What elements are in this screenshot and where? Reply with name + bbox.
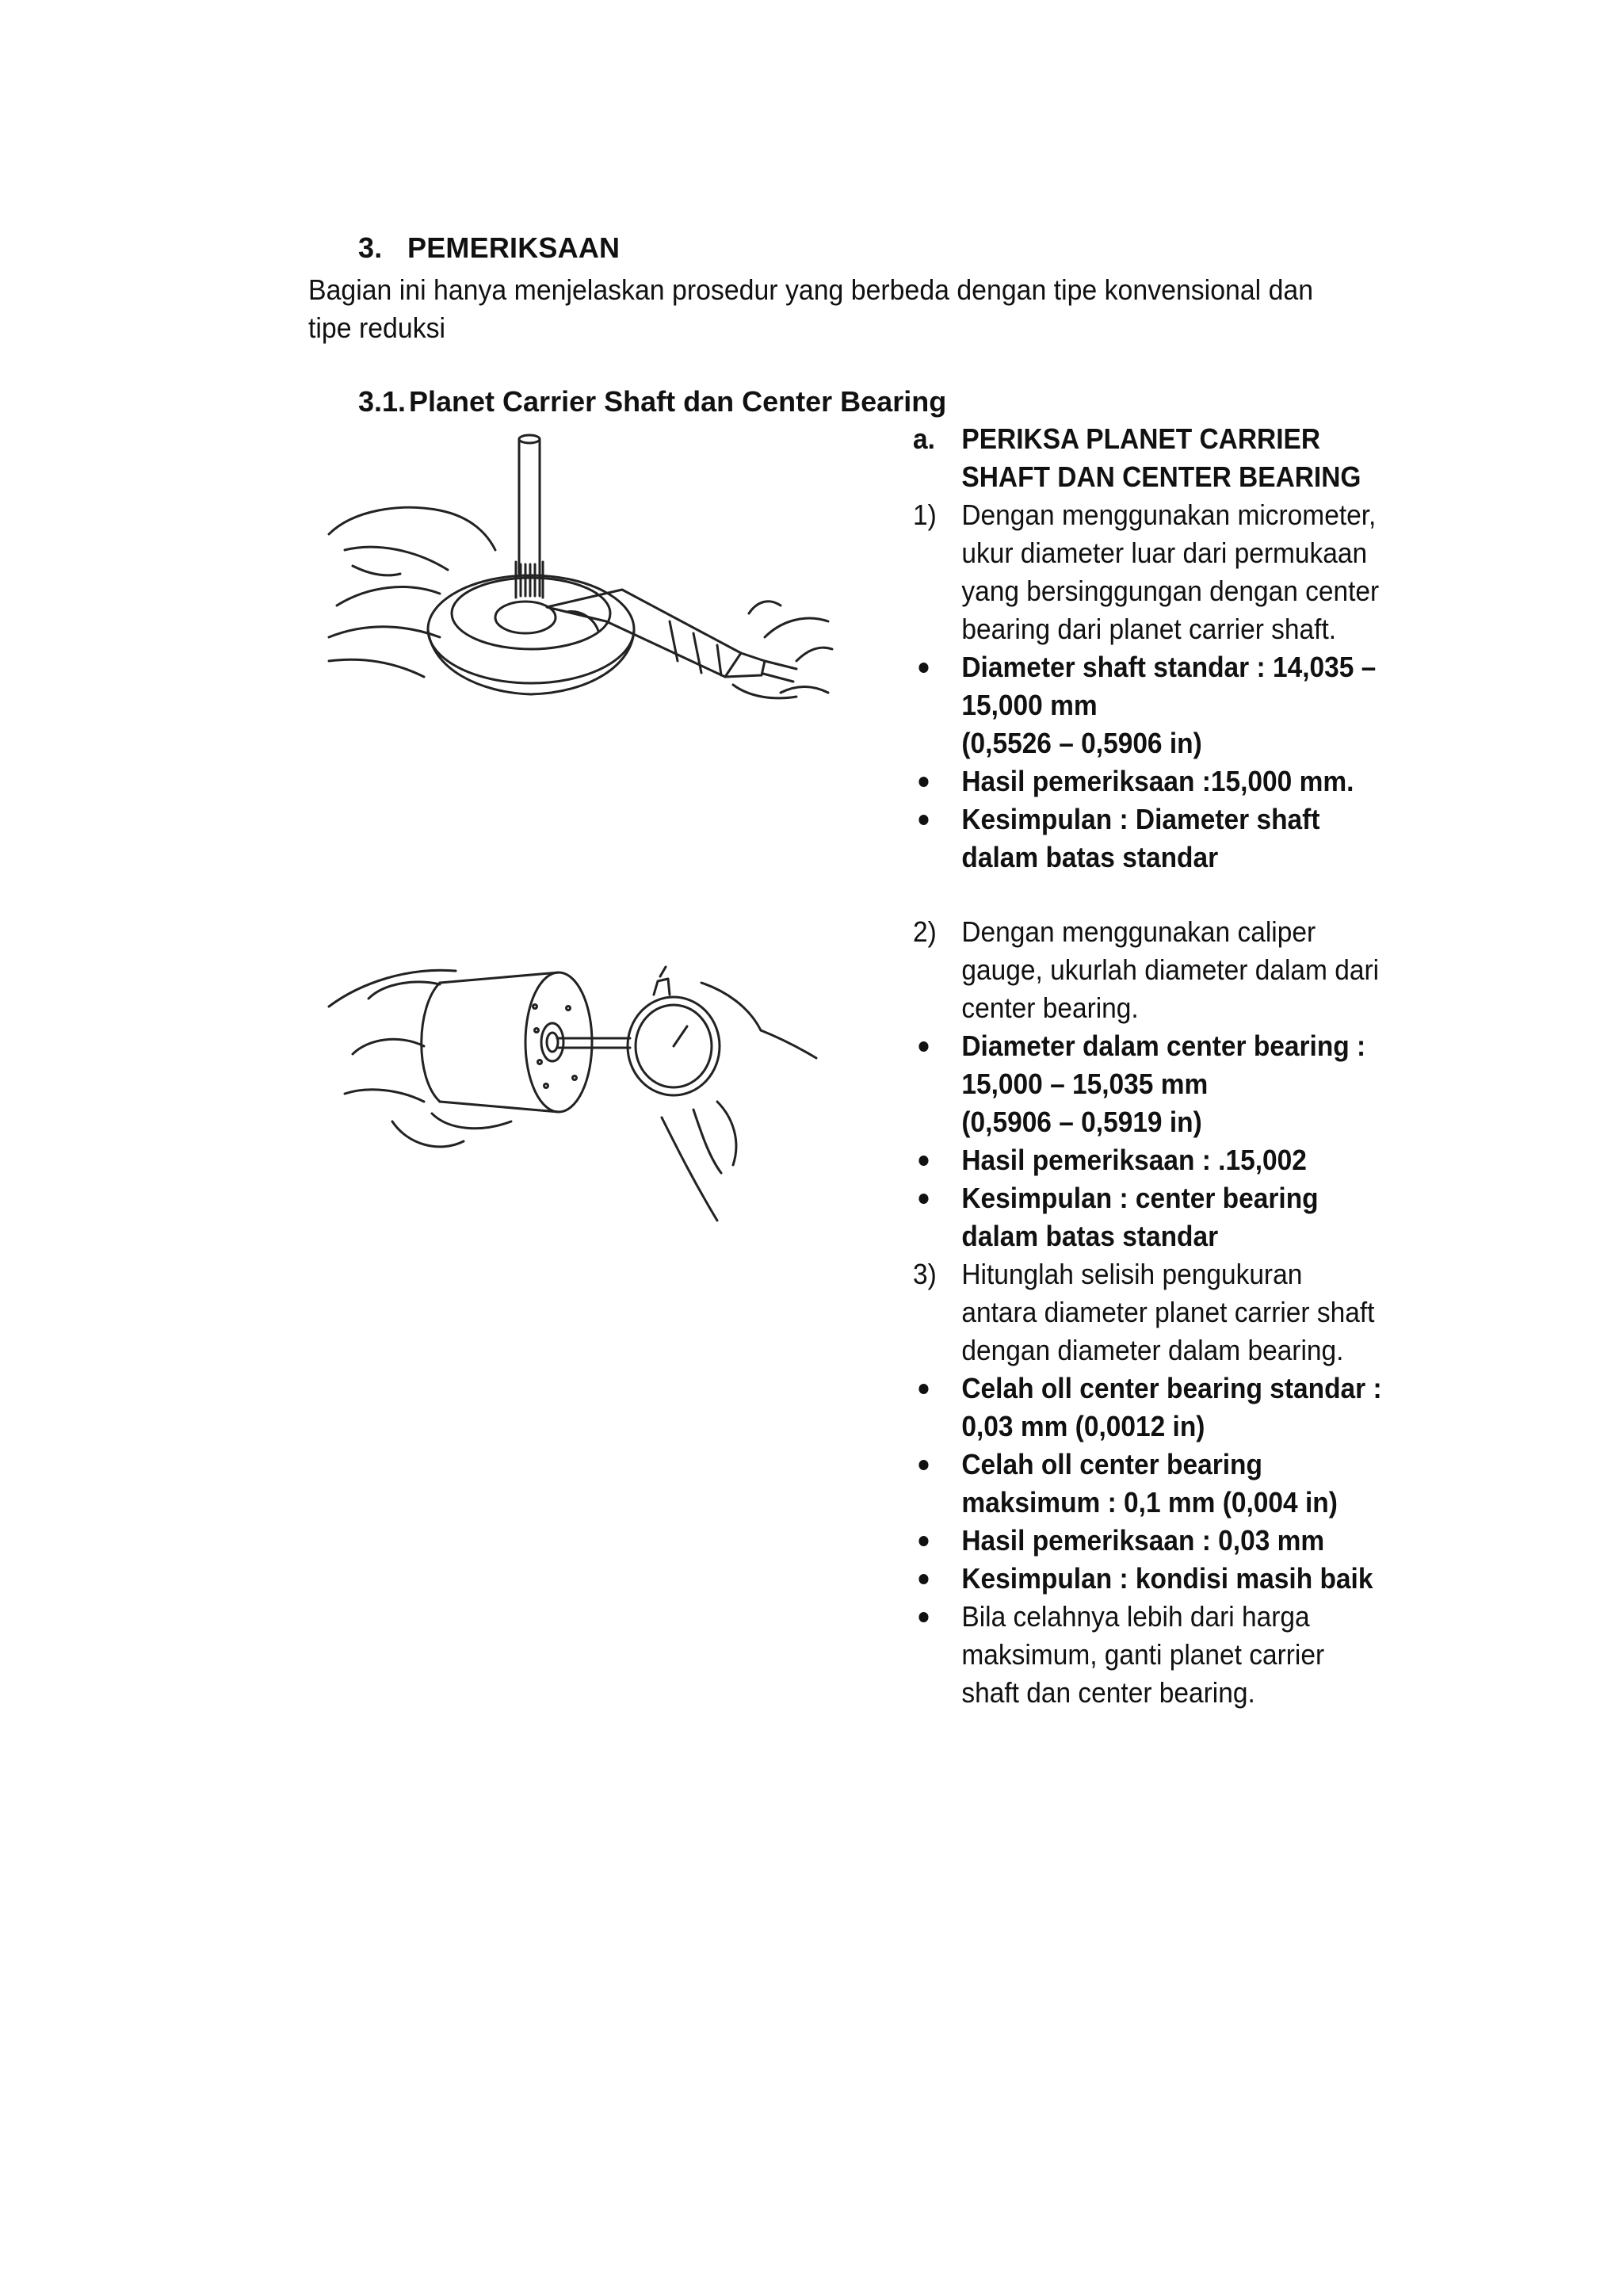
bullet-icon xyxy=(918,1156,928,1166)
bullet-text-continued: (0,5526 – 0,5906 in) xyxy=(961,727,1202,759)
step-marker: 2) xyxy=(913,915,937,948)
bullet-icon xyxy=(918,663,928,673)
bullet-item xyxy=(913,800,1384,877)
bullet-icon xyxy=(918,1612,928,1622)
section-heading xyxy=(358,231,620,265)
bullet-icon xyxy=(918,777,928,787)
step-text: Dengan menggunakan micrometer, ukur diameter luar dari permukaan yang bersinggungan dengan center bearing dari planet carrier shaft. xyxy=(961,499,1380,645)
bullet-item xyxy=(913,1446,1384,1522)
subsection-title: Planet Carrier Shaft dan Center Bearing xyxy=(409,385,947,418)
procedure-heading-line1: PERIKSA PLANET CARRIER xyxy=(961,422,1321,455)
procedure-heading-line2: SHAFT DAN CENTER BEARING xyxy=(961,460,1361,493)
bullet-icon xyxy=(918,815,928,825)
bullet-text: Hasil pemeriksaan : .15,002 xyxy=(961,1144,1307,1176)
bullet-text: Kesimpulan : center bearing dalam batas standar xyxy=(961,1182,1319,1252)
bullet-text: Hasil pemeriksaan :15,000 mm. xyxy=(961,765,1354,797)
bullet-icon xyxy=(918,1384,928,1394)
bullet-text: Hasil pemeriksaan : 0,03 mm xyxy=(961,1524,1325,1557)
subsection-number: 3.1. xyxy=(358,385,407,418)
step-text: Dengan menggunakan caliper gauge, ukurlah diameter dalam dari center bearing. xyxy=(961,915,1380,1024)
bullet-text: Celah oll center bearing standar : 0,03 mm (0,0012 in) xyxy=(961,1372,1382,1442)
procedure-heading-marker: a. xyxy=(913,422,935,455)
figure-caliper-gauge xyxy=(321,919,836,1252)
section-number: 3. xyxy=(358,231,383,264)
step-3 xyxy=(913,1255,1384,1370)
section-intro: Bagian ini hanya menjelaskan prosedur yang berbeda dengan tipe konvensional dan tipe reduksi xyxy=(308,273,1314,344)
step-2 xyxy=(913,913,1384,1027)
bullet-item xyxy=(913,762,1384,800)
bullet-text: Celah oll center bearing maksimum : 0,1 mm (0,004 in) xyxy=(961,1448,1338,1519)
bullet-text: Bila celahnya lebih dari harga maksimum, ganti planet carrier shaft dan center bearing. xyxy=(961,1600,1325,1709)
bullet-item xyxy=(913,1027,1384,1141)
bullet-text-continued: (0,5906 – 0,5919 in) xyxy=(961,1106,1202,1138)
section-title: PEMERIKSAAN xyxy=(407,231,621,264)
bullet-item xyxy=(913,1370,1384,1446)
bullet-icon xyxy=(918,1574,928,1584)
bullet-text: Kesimpulan : Diameter shaft dalam batas standar xyxy=(961,803,1320,873)
procedure-column xyxy=(913,420,1384,1712)
bullet-icon xyxy=(918,1536,928,1546)
step-1 xyxy=(913,496,1384,648)
procedure-heading xyxy=(913,420,1384,496)
subsection-heading xyxy=(358,385,946,418)
figure-micrometer-shaft xyxy=(321,423,836,796)
bullet-item xyxy=(913,648,1384,762)
bullet-item xyxy=(913,1179,1384,1255)
bullet-text: Diameter dalam center bearing : 15,000 – 15,035 mm xyxy=(961,1030,1366,1100)
bullet-icon xyxy=(918,1041,928,1052)
bullet-item xyxy=(913,1598,1384,1712)
bullet-item xyxy=(913,1560,1384,1598)
bullet-icon xyxy=(918,1460,928,1470)
step-marker: 1) xyxy=(913,499,937,531)
bullet-item xyxy=(913,1141,1384,1179)
bullet-text: Diameter shaft standar : 14,035 – 15,000 mm xyxy=(961,651,1377,721)
bullet-icon xyxy=(918,1194,928,1204)
bullet-item xyxy=(913,1522,1384,1560)
spacer xyxy=(913,877,1384,913)
step-marker: 3) xyxy=(913,1258,937,1290)
step-text: Hitunglah selisih pengukuran antara diameter planet carrier shaft dengan diameter dalam bearing. xyxy=(961,1258,1375,1366)
bullet-text: Kesimpulan : kondisi masih baik xyxy=(961,1562,1373,1595)
